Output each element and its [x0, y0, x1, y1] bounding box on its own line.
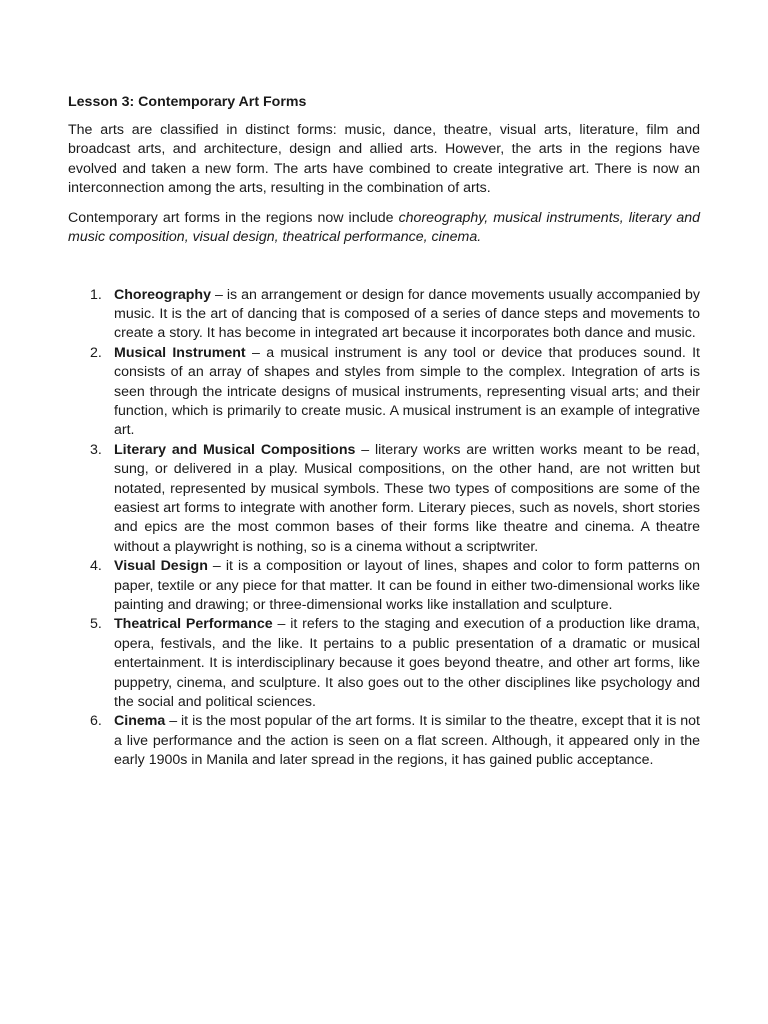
list-item-text: – it is the most popular of the art forms. It is similar to the theatre, except that it is not a live performance and the action is seen on a flat screen. Although, it appeared only in the early 1900s in Manila and later spread in the regions, it has gained public acceptance.	[114, 713, 700, 769]
intro-paragraph: The arts are classified in distinct forms: music, dance, theatre, visual arts, literature, film and broadcast arts, and architecture, design and allied arts. However, the arts in the regions have evolved and taken a new form. The arts have combined to create integrative art. There is now an interconnection among the arts, resulting in the combination of arts.	[68, 121, 700, 196]
list-item-visual-design	[68, 557, 700, 615]
list-item-text: – it is a composition or layout of lines, shapes and color to form patterns on paper, textile or any piece for that matter. It can be found in either two-dimensional works like painting and drawing; or three-dimensional works like installation and sculpture.	[114, 558, 700, 613]
list-item-term: Visual Design	[114, 558, 208, 575]
list-item-cinema	[68, 712, 700, 770]
art-forms-list	[68, 286, 700, 771]
forms-list-italic: choreography, musical instruments, literary and music composition, visual design, theatrical performance, cinema.	[68, 209, 701, 245]
list-item-musical-instrument	[68, 344, 700, 441]
list-item-term: Cinema	[114, 713, 166, 730]
list-item-text: – literary works are written works meant to be read, sung, or delivered in a play. Musical compositions, on the other hand, are not written but notated, represented by musical symbols. These two types of compositions are some of the easiest art forms to integrate with another form. Literary pieces, such as novels, short stories and epics are the most common bases of their forms like theatre and cinema. A theatre without a playwright is nothing, so is a cinema without a scriptwriter.	[114, 441, 700, 555]
list-item-literary-musical-compositions	[68, 441, 700, 557]
list-item-number: 5.	[90, 616, 102, 633]
list-item-text: – it refers to the staging and execution of a production like drama, opera, festivals, and the like. It pertains to a public presentation of a dramatic or musical entertainment. It is interdisciplinary because it goes beyond theatre, and other art forms, like puppetry, cinema, and sculpture. It also goes out to the other disciplines like psychology and the social and political sciences.	[114, 616, 700, 711]
lesson-title: Lesson 3: Contemporary Art Forms	[68, 94, 307, 110]
list-item-term: Choreography	[114, 286, 211, 303]
list-item-term: Literary and Musical Compositions	[114, 441, 356, 458]
list-item-number: 6.	[90, 713, 102, 730]
list-item-number: 2.	[90, 344, 102, 361]
list-item-term: Musical Instrument	[114, 344, 246, 361]
list-item-theatrical-performance	[68, 615, 700, 712]
list-item-text: – is an arrangement or design for dance movements usually accompanied by music. It is the art of dancing that is composed of a series of dance steps and movements to create a story. It has become in integrated art because it incorporates both dance and music.	[114, 286, 700, 342]
list-item-number: 1.	[90, 286, 102, 303]
list-item-text: – a musical instrument is any tool or device that produces sound. It consists of an array of shapes and styles from simple to the complex. Integration of arts is seen through the intricate designs of musical instruments, representing visual arts; and their function, which is primarily to create music. A musical instrument is an example of integrative art.	[114, 344, 700, 439]
list-item-number: 3.	[90, 441, 102, 458]
list-item-term: Theatrical Performance	[114, 616, 273, 633]
forms-paragraph	[68, 209, 700, 248]
document-page	[68, 93, 700, 771]
forms-lead-text: Contemporary art forms in the regions now include	[68, 209, 399, 226]
list-item-choreography	[68, 286, 700, 344]
list-item-number: 4.	[90, 558, 102, 575]
